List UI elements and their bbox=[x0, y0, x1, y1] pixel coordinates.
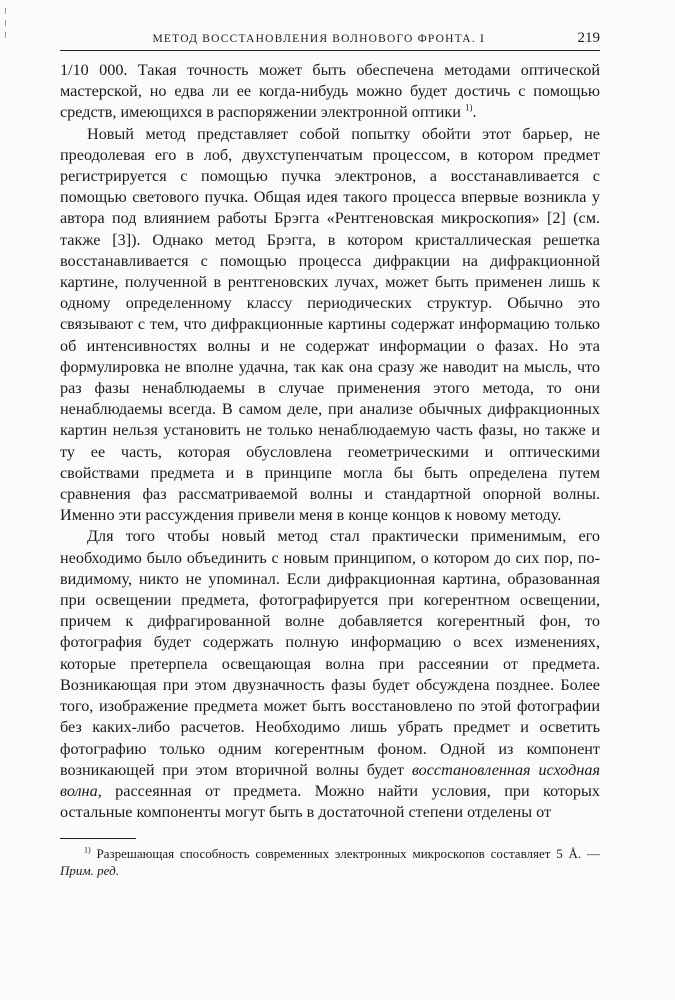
footnote: $^{1)}$ Разрешающая способность современных электронных микроскопов составляет 5 Å. — Прим. ред. bbox=[60, 845, 600, 879]
emphasized-term: восстановленная исходная волна bbox=[60, 760, 601, 800]
editor-note: Прим. ред. bbox=[60, 863, 119, 879]
footnote-divider bbox=[60, 838, 136, 839]
paragraph-3: Для того чтобы новый метод стал практически применимым, его необходимо было объединить с новым принципом, о котором до сих пор, по-видимому, никто не упоминал. Если дифракционная картина, образованная при освещении предмета, фотографируется при когерентном освещении, причем к дифрагированной волне добавляется когерентный фон, то фотография будет содержать полную информацию о всех изменениях, которые претерпела освещающая волна при рассеянии от предмета. Возникающая при этом двузначность фазы будет обсуждена позднее. Более того, изображение предмета может быть восстановлено по этой фотографии без каких-либо расчетов. Необходимо лишь убрать предмет и осветить фотографию только одним когерентным фоном. Одной из компонент возникающей при этом вторичной волны будет восстановленная исходная волна, рассеянная от предмета. Можно найти условия, при которых остальные компоненты могут быть в достаточной степени отделены от bbox=[60, 527, 601, 822]
paragraph-2: Новый метод представляет собой попытку обойти этот барьер, не преодолевая его в лоб, двухступенчатым процессом, в котором предмет регистрируется с помощью пучка электронов, а восстанавливается с помощью светового пучка. Общая идея такого процесса впервые возникла у автора под влиянием работы Брэгга «Рентгеновская микроскопия» [2] (см. также [3]). Однако метод Брэгга, в котором кристаллическая решетка восстанавливается с помощью процесса дифракции на дифракционной картине, полученной в рентгеновских лучах, может быть применен лишь к одному определенному классу периодических структур. Обычно это связывают с тем, что дифракционные картины содержат информацию только об интенсивностях волны и не содержат информации о фазах. Но эта формулировка не вполне удачна, так как она сразу же наводит на мысль, что раз фазы ненаблюдаемы в случае применения этого метода, то они ненаблюдаемы всегда. В самом деле, при анализе обычных дифракционных картин нельзя установить не только ненаблюдаемую часть фазы, но также и ту ее часть, которая обусловлена геометрическими и оптическими свойствами предмета и в принципе могла бы быть определена путем сравнения фаз рассматриваемой волны и стандартной опорной волны. Именно эти рассуждения привели меня в конце концов к новому методу. bbox=[60, 124, 600, 525]
margin-marks bbox=[5, 8, 9, 48]
book-page bbox=[60, 30, 600, 879]
page-number: 219 bbox=[577, 30, 600, 46]
running-title: МЕТОД ВОССТАНОВЛЕНИЯ ВОЛНОВОГО ФРОНТА. I bbox=[152, 33, 485, 45]
footnote-marker: 1) bbox=[84, 845, 91, 855]
paragraph-1: 1/10 000. Такая точность может быть обеспечена методами оптической мастерской, но едва ли ее когда-нибудь можно будет достичь с помощью средств, имеющихся в распоряжении электронной оптики $^{1)}$. bbox=[60, 61, 600, 122]
body-text bbox=[60, 60, 600, 823]
running-header bbox=[60, 30, 600, 51]
footnote-ref: 1) bbox=[464, 103, 473, 114]
